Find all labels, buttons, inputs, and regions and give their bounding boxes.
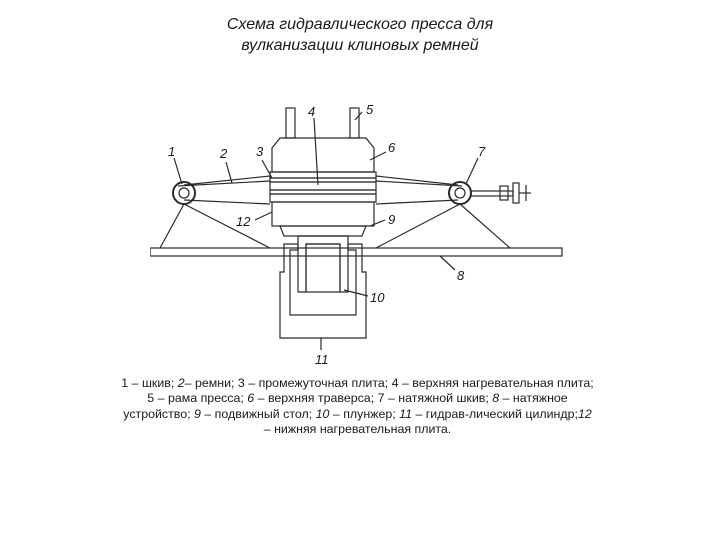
title-line-2: вулканизации клиновых ремней — [241, 37, 479, 54]
caption-seg: 6 — [247, 391, 255, 406]
press-frame-uprights — [286, 108, 359, 138]
callout-6: 6 — [388, 140, 396, 155]
hydraulic-cylinder — [280, 244, 366, 338]
caption-seg: – нижняя нагревательная плита. — [263, 422, 452, 437]
tension-device-rail — [150, 204, 562, 256]
lower-heating-plate — [272, 202, 374, 226]
tensioning-screw — [471, 183, 531, 203]
caption-seg: – подвижный стол; — [200, 406, 316, 421]
callout-8: 8 — [457, 268, 465, 283]
callout-9: 9 — [388, 212, 396, 227]
caption-seg: 9 — [194, 406, 201, 421]
caption-seg: 12 — [577, 406, 592, 421]
legend-caption — [120, 376, 595, 438]
callout-12: 12 — [236, 214, 251, 229]
caption-seg: – натяжное устройство; — [123, 391, 568, 421]
callout-1: 1 — [168, 144, 176, 159]
callout-7: 7 — [478, 144, 486, 159]
press-schematic — [150, 96, 570, 371]
caption-seg: – верхняя траверса; 7 – натяжной шкив; — [254, 391, 493, 406]
callout-10: 10 — [370, 290, 385, 305]
caption-seg: 2 — [177, 376, 185, 390]
caption-seg: 8 — [492, 391, 500, 406]
caption-seg: 11 — [399, 406, 413, 421]
upper-traverse — [272, 138, 374, 172]
caption-seg: – плунжер; — [329, 406, 400, 421]
heating-plates-stack — [270, 172, 376, 202]
caption-seg: – ремни; 3 – промежуточная плита; 4 – верхняя нагревательная плита; 5 – рама пресса; — [147, 376, 594, 406]
callout-2: 2 — [220, 146, 228, 161]
diagram-title — [150, 14, 570, 56]
caption-seg: 1 – шкив; — [121, 376, 178, 390]
callout-5: 5 — [366, 102, 374, 117]
callout-3: 3 — [256, 144, 264, 159]
caption-seg: 10 — [315, 406, 330, 421]
caption-seg: – гидрав-лический цилиндр; — [412, 406, 578, 421]
callout-11: 11 — [315, 352, 329, 367]
callout-4: 4 — [308, 104, 316, 119]
title-line-1: Схема гидравлического пресса для — [226, 16, 494, 33]
movable-table — [280, 226, 366, 236]
